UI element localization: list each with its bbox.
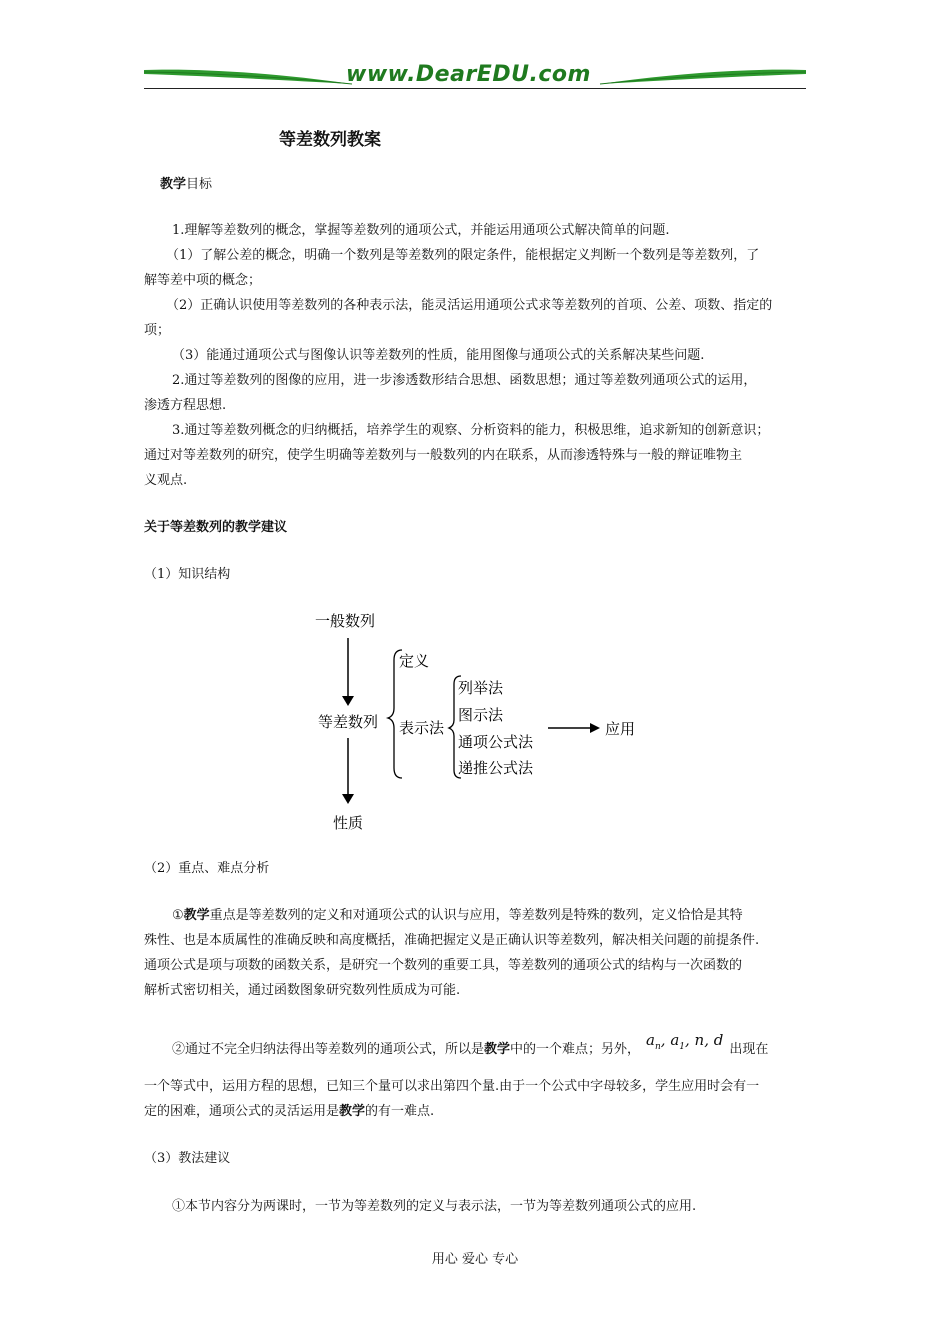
key-point-2-math: $a_n$, $a_1$, n, d bbox=[646, 1031, 724, 1052]
diagram-method-recursive: 递推公式法 bbox=[458, 759, 534, 777]
key-point-1-line3: 通项公式是项与项数的函数关系，是研究一个数列的重要工具，等差数列的通项公式的结构与一次函数的 bbox=[144, 958, 743, 973]
method-1: ①本节内容分为两课时，一节为等差数列的定义与表示法，一节为等差数列通项公式的应用. bbox=[172, 1199, 697, 1214]
key-point-2-line3: 定的困难，通项公式的灵活运用是教学的有一难点. bbox=[144, 1104, 435, 1119]
site-logo[interactable]: www.DearEDU.com bbox=[346, 62, 591, 87]
key-point-2-post: 出现在 bbox=[729, 1042, 769, 1057]
diagram-application: 应用 bbox=[605, 720, 636, 738]
key-point-1-line4: 解析式密切相关，通过函数图象研究数列性质成为可能. bbox=[144, 983, 461, 998]
objective-3-line1: 3.通过等差数列概念的归纳概括，培养学生的观察、分析资料的能力，积极思维，追求新知的创新意识； bbox=[172, 423, 770, 438]
key-point-1-line1 bbox=[172, 903, 812, 928]
key-point-2-pre: ②通过不完全归纳法得出等差数列的通项公式，所以是 bbox=[172, 1042, 485, 1057]
diagram-definition: 定义 bbox=[399, 652, 430, 670]
page-footer: 用心 爱心 专心 bbox=[431, 1252, 519, 1267]
diagram-arithmetic-sequence: 等差数列 bbox=[318, 713, 379, 731]
objective-1-1-line2: 解等差中项的概念； bbox=[144, 273, 262, 288]
brace-large bbox=[388, 650, 402, 778]
teaching-methods-heading: （3）教法建议 bbox=[144, 1151, 231, 1166]
suggestions-heading: 关于等差数列的教学建议 bbox=[144, 520, 288, 535]
key-point-2-bold: 教学 bbox=[484, 1042, 511, 1057]
arrowhead-down-bottom bbox=[342, 794, 354, 804]
key-point-1-line2: 殊性、也是本质属性的准确反映和高度概括，准确把握定义是正确认识等差数列，解决相关问题的前提条件. bbox=[144, 933, 760, 948]
objective-3-line2: 通过对等差数列的研究，使学生明确等差数列与一般数列的内在联系，从而渗透特殊与一般的辩证唯物主 bbox=[144, 448, 743, 463]
document-title: 等差数列教案 bbox=[279, 130, 381, 150]
knowledge-structure-heading: （1）知识结构 bbox=[144, 567, 231, 582]
objective-1: 1.理解等差数列的概念，掌握等差数列的通项公式，并能运用通项公式解决简单的问题. bbox=[172, 223, 670, 238]
diagram-method-listing: 列举法 bbox=[458, 679, 504, 697]
arrowhead-down-top bbox=[342, 696, 354, 706]
key-point-2-bold-2: 教学 bbox=[339, 1104, 366, 1119]
objectives-heading-rest: 目标 bbox=[186, 177, 213, 192]
objective-1-3: （3）能通过通项公式与图像认识等差数列的性质，能用图像与通项公式的关系解决某些问题. bbox=[172, 348, 705, 363]
diagram-method-formula: 通项公式法 bbox=[458, 733, 534, 751]
key-point-2-line1 bbox=[172, 1031, 812, 1068]
objectives-heading-bold: 教学 bbox=[160, 177, 187, 192]
diagram-properties: 性质 bbox=[333, 814, 364, 832]
key-points-heading: （2）重点、难点分析 bbox=[144, 861, 270, 876]
objective-3-line3: 义观点. bbox=[144, 473, 188, 488]
key-point-1-prefix: ① bbox=[172, 908, 184, 923]
diagram-method-graph: 图示法 bbox=[458, 706, 504, 724]
diagram-representation: 表示法 bbox=[399, 719, 445, 737]
objective-1-2-line2: 项； bbox=[144, 323, 171, 338]
objective-2-line1: 2.通过等差数列的图像的应用，进一步渗透数形结合思想、函数思想；通过等差数列通项公式的运用， bbox=[172, 373, 757, 388]
key-point-2-mid: 中的一个难点；另外， bbox=[510, 1042, 641, 1057]
key-point-1-bold: 教学 bbox=[183, 908, 210, 923]
objective-1-2-line1: （2）正确认识使用等差数列的各种表示法，能灵活运用通项公式求等差数列的首项、公差、项数、指定的 bbox=[166, 298, 773, 313]
brace-small bbox=[449, 676, 461, 778]
objective-1-1-line1: （1）了解公差的概念，明确一个数列是等差数列的限定条件，能根据定义判断一个数列是等差数列，了 bbox=[166, 248, 760, 263]
objective-2-line2: 渗透方程思想. bbox=[144, 398, 227, 413]
arrowhead-right bbox=[590, 723, 600, 733]
key-point-1-rest: 重点是等差数列的定义和对通项公式的认识与应用，等差数列是特殊的数列，定义恰恰是其特 bbox=[209, 908, 743, 923]
diagram-general-sequence: 一般数列 bbox=[315, 612, 376, 630]
key-point-2-line2: 一个等式中，运用方程的思想，已知三个量可以求出第四个量.由于一个公式中字母较多，学生应用时会有一 bbox=[144, 1079, 760, 1094]
